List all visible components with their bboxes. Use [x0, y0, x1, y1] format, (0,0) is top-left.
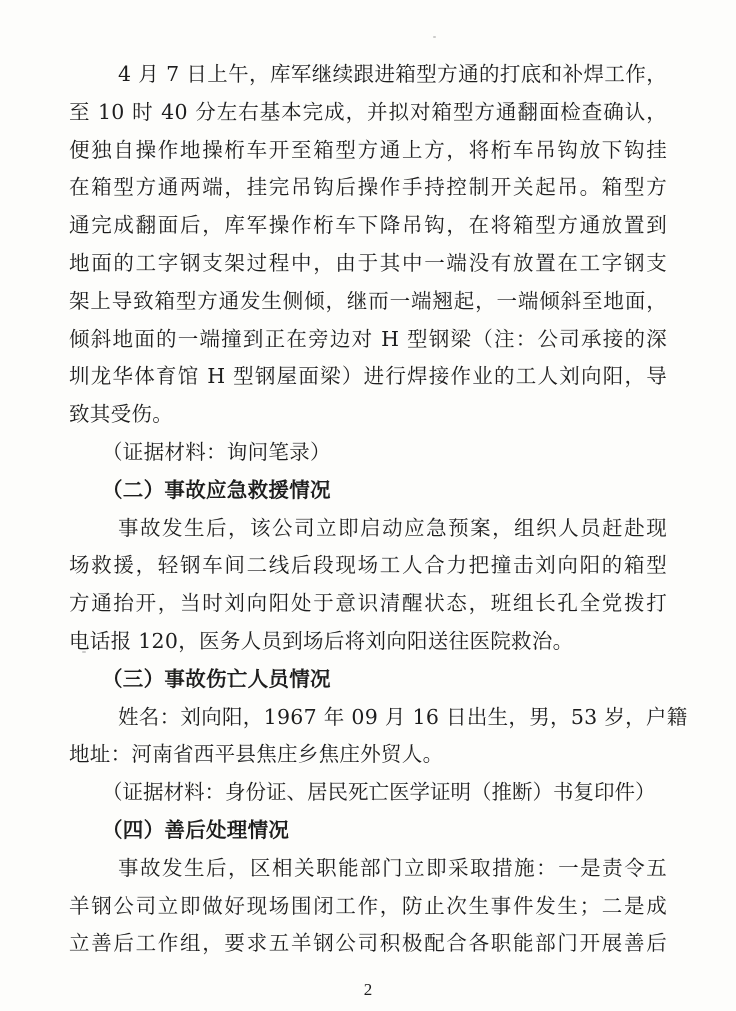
text-line: 姓名：刘向阳，1967 年 09 月 16 日出生，男，53 岁，户籍 — [118, 704, 688, 729]
page-number: 2 — [363, 980, 373, 999]
text-line: 事故发生后，区相关职能部门立即采取措施：一是责令五 — [118, 855, 667, 880]
text-line: 4 月 7 日上午，库军继续跟进箱型方通的打底和补焊工作， — [118, 62, 667, 86]
text-line: 事故发生后，该公司立即启动应急预案，组织人员赶赴现 — [118, 515, 667, 540]
text-line: 立善后工作组，要求五羊钢公司积极配合各职能部门开展善后 — [69, 931, 667, 956]
text-line: 场救援，轻钢车间二线后段现场工人合力把撞击刘向阳的箱型 — [69, 553, 667, 578]
body-text — [69, 56, 688, 963]
text-line: 地面的工字钢支架过程中，由于其中一端没有放置在工字钢支 — [69, 250, 667, 275]
text-line: 至 10 时 40 分左右基本完成，并拟对箱型方通翻面检查确认， — [69, 99, 667, 124]
text-line: 羊钢公司立即做好现场围闭工作，防止次生事件发生；二是成 — [69, 893, 667, 918]
evidence-note: （证据材料：询问笔录） — [102, 439, 331, 464]
section-heading: （二）事故应急救援情况 — [102, 477, 331, 502]
text-line: 地址：河南省西平县焦庄乡焦庄外贸人。 — [69, 742, 444, 767]
text-line: 在箱型方通两端，挂完吊钩后操作手持控制开关起吊。箱型方 — [69, 175, 667, 200]
text-line: 圳龙华体育馆 H 型钢屋面梁）进行焊接作业的工人刘向阳，导 — [69, 364, 667, 389]
text-line: 架上导致箱型方通发生侧倾，继而一端翘起，一端倾斜至地面， — [69, 288, 667, 313]
text-line: 倾斜地面的一端撞到正在旁边对 H 型钢梁（注：公司承接的深 — [69, 326, 667, 351]
text-line: 电话报 120，医务人员到场后将刘向阳送往医院救治。 — [69, 628, 574, 653]
text-line: 致其受伤。 — [69, 402, 173, 427]
scan-speck — [433, 36, 436, 38]
section-heading: （四）善后处理情况 — [102, 817, 290, 842]
text-line: 方通抬开，当时刘向阳处于意识清醒状态，班组长孔全党拨打 — [69, 591, 667, 616]
evidence-note: （证据材料：身份证、居民死亡医学证明（推断）书复印件） — [102, 780, 656, 805]
text-line: 便独自操作地操桁车开至箱型方通上方，将桁车吊钩放下钩挂 — [69, 137, 667, 162]
section-heading: （三）事故伤亡人员情况 — [102, 666, 331, 691]
text-line: 通完成翻面后，库军操作桁车下降吊钩，在将箱型方通放置到 — [69, 213, 667, 238]
